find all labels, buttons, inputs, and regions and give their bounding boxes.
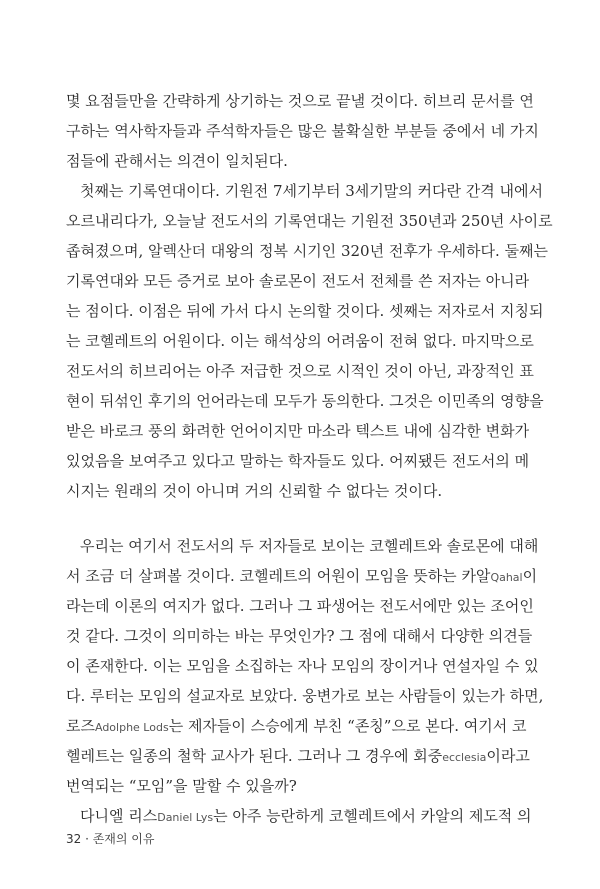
text-line: 받은 바로크 풍의 화려한 언어이지만 마소라 텍스트 내에 심각한 변화가	[66, 422, 530, 440]
text-line: 것 같다. 그것이 의미하는 바는 무엇인가? 그 점에 대해서 다양한 의견들	[66, 627, 533, 645]
text-line	[66, 711, 536, 741]
latin-term-qahal: Qahal	[490, 571, 523, 584]
text-line: 첫째는 기록연대이다. 기원전 7세기부터 3세기말의 커다란 간격 내에서	[80, 182, 543, 200]
text-segment: 는 아주 능란하게 코헬레트에서 카알의 제도적 의	[213, 807, 532, 825]
text-line: 시지는 원래의 것이 아니며 거의 신뢰할 수 없다는 것이다.	[66, 482, 443, 500]
text-line: 이 존재한다. 이는 모임을 소집하는 자나 모임의 장이거나 연설자일 수 있	[66, 657, 539, 675]
text-line	[80, 801, 536, 831]
text-line	[66, 561, 536, 591]
text-segment: 로즈	[66, 717, 95, 735]
text-line	[66, 741, 536, 771]
text-line: 있었음을 보여주고 있다고 말하는 학자들도 있다. 어찌됐든 전도서의 메	[66, 452, 530, 470]
text-line: 좁혀졌으며, 알렉산더 대왕의 정복 시기인 320년 전후가 우세하다. 둘째는	[66, 242, 549, 260]
text-line: 라는데 이론의 여지가 없다. 그러나 그 파생어는 전도서에만 있는 조어인	[66, 597, 534, 615]
text-segment: 는 제자들이 스승에게 부친 “존칭”으로 본다. 여기서 코	[168, 717, 527, 735]
text-line: 전도서의 히브리어는 아주 저급한 것으로 시적인 것이 아닌, 과장적인 표	[66, 362, 534, 380]
text-segment: 이	[522, 567, 538, 585]
text-line: 는 코헬레트의 어원이다. 이는 해석상의 어려움이 전혀 없다. 마지막으로	[66, 332, 534, 350]
text-line: 현이 뒤섞인 후기의 언어라는데 모두가 동의한다. 그것은 이민족의 영향을	[66, 392, 544, 410]
page-footer: 32 · 존재의 이유	[66, 832, 155, 846]
text-segment: 다니엘 리스	[80, 807, 158, 825]
latin-name-lods: Adolphe Lods	[94, 721, 169, 734]
text-segment: 서 조금 더 살펴볼 것이다. 코헬레트의 어원이 모임을 뜻하는 카알	[66, 567, 491, 585]
text-line: 우리는 여기서 전도서의 두 저자들로 보이는 코헬레트와 솔로몬에 대해	[80, 537, 539, 555]
text-line: 구하는 역사학자들과 주석학자들은 많은 불확실한 부분들 중에서 네 가지	[66, 122, 539, 140]
text-line: 는 점이다. 이점은 뒤에 가서 다시 논의할 것이다. 셋째는 저자로서 지칭되	[66, 302, 544, 320]
text-line: 오르내리다가, 오늘날 전도서의 기록연대는 기원전 350년과 250년 사이로	[66, 212, 553, 230]
text-line: 몇 요점들만을 간략하게 상기하는 것으로 끝낼 것이다. 히브리 문서를 연	[66, 92, 534, 110]
text-segment: 이라고	[486, 747, 530, 765]
text-line: 점들에 관해서는 의견이 일치된다.	[66, 152, 288, 170]
latin-name-lys: Daniel Lys	[157, 811, 214, 824]
text-line: 기록연대와 모든 증거로 보아 솔로몬이 전도서 전체를 쓴 저자는 아니라	[66, 272, 530, 290]
latin-term-ecclesia: ecclesia	[442, 751, 487, 764]
text-line: 다. 루터는 모임의 설교자로 보았다. 웅변가로 보는 사람들이 있는가 하면,	[66, 687, 544, 705]
text-line: 번역되는 “모임”을 말할 수 있을까?	[66, 777, 297, 795]
text-segment: 헬레트는 일종의 철학 교사가 된다. 그러나 그 경우에 회중	[66, 747, 443, 765]
